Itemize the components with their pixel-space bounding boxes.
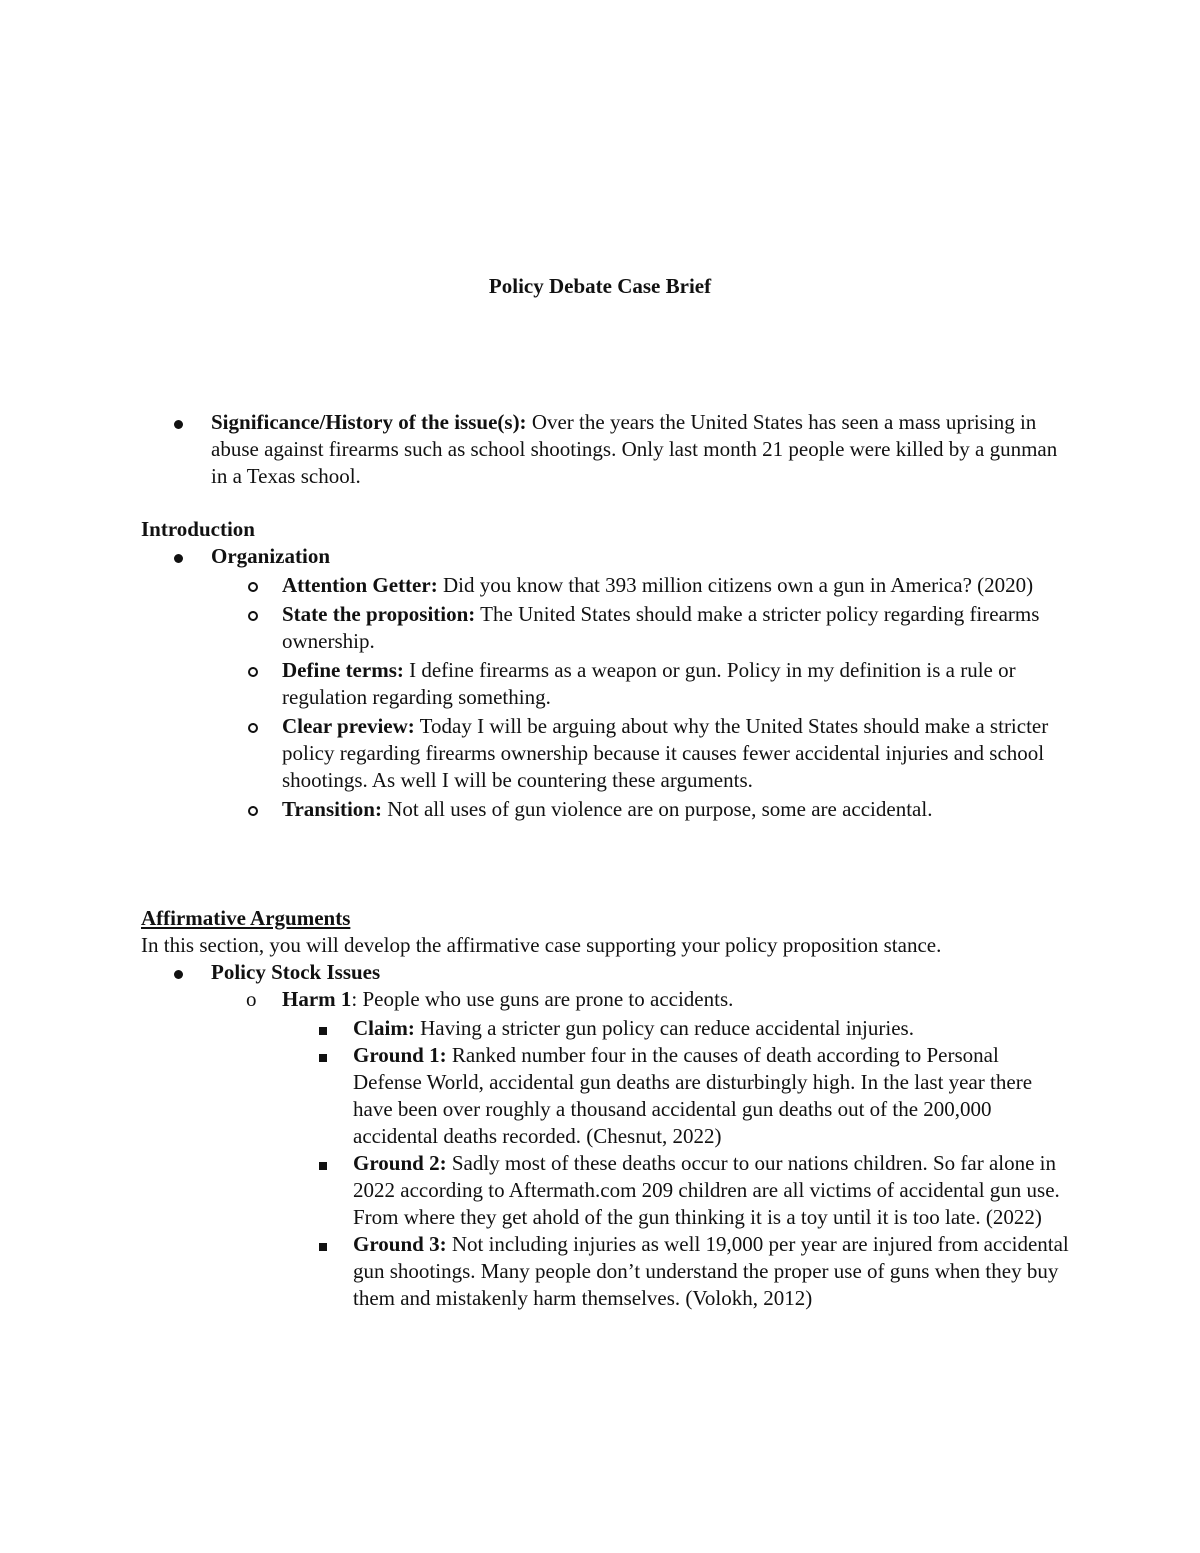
stock-issues-item [141,959,1071,986]
bullet-icon [174,959,183,986]
intro-list-item [141,796,1071,823]
square-bullet-icon [319,1231,327,1258]
point-text: Ranked number four in the causes of death according to Personal Defense World, accidental gun deaths are disturbingly high. In the last year there have been over roughly a thousand accidental gun deaths out of the 200,000 accidental deaths recorded. (Chesnut, 2022) [353,1043,1033,1148]
intro-item-text: Not all uses of gun violence are on purpose, some are accidental. [381,797,933,821]
affirmative-intro: In this section, you will develop the affirmative case supporting your policy proposition stance. [141,933,942,957]
point-label: Ground 1: [353,1043,447,1067]
point-label: Ground 2: [353,1151,447,1175]
introduction-section [141,516,1071,823]
significance-item [141,409,1071,490]
ring-bullet-icon [248,657,258,684]
point-item [141,1150,1071,1231]
harm-marker: o [246,987,257,1011]
organization-item [141,543,1071,570]
point-label: Ground 3: [353,1232,447,1256]
point-text: Having a stricter gun policy can reduce accidental injuries. [414,1016,914,1040]
harm-label: Harm 1 [282,987,352,1011]
point-item [141,1231,1071,1312]
ring-bullet-icon [248,601,258,628]
point-item [141,1015,1071,1042]
point-text: Sadly most of these deaths occur to our nations children. So far alone in 2022 according to Aftermath.com 209 children are all victims of accidental gun use. From where they get ahold of the gun thinking it is a toy until it is too late. (2022) [353,1151,1060,1229]
intro-list-item [141,713,1071,794]
significance-text: Over the years the United States has seen a mass uprising in abuse against firearms such as school shootings. Only last month 21 people were killed by a gunman in a Texas school. [211,410,1058,488]
ring-bullet-icon [248,713,258,740]
point-item [141,1042,1071,1150]
intro-list-item [141,601,1071,655]
square-bullet-icon [319,1150,327,1177]
significance-section [141,409,1071,490]
document-title: Policy Debate Case Brief [488,274,712,298]
organization-label: Organization [211,544,330,568]
point-label: Claim: [353,1016,415,1040]
harm-item [141,986,1071,1013]
point-text: Not including injuries as well 19,000 per year are injured from accidental gun shootings. Many people don’t understand the proper use of guns when they buy them and mistakenly harm themselves. (Volokh, 2012) [353,1232,1069,1310]
harm-text: : People who use guns are prone to accidents. [351,987,734,1011]
intro-item-label: Attention Getter: [282,573,438,597]
intro-item-label: Transition: [282,797,382,821]
intro-item-label: Clear preview: [282,714,415,738]
significance-label: Significance/History of the issue(s): [211,410,527,434]
bullet-icon [174,409,183,436]
intro-item-text: Did you know that 393 million citizens own a gun in America? (2020) [437,573,1034,597]
square-bullet-icon [319,1042,327,1069]
ring-bullet-icon [248,796,258,823]
square-bullet-icon [319,1015,327,1042]
ring-bullet-icon [248,572,258,599]
intro-list-item [141,572,1071,599]
bullet-icon [174,543,183,570]
intro-item-text: Today I will be arguing about why the United States should make a stricter policy regarding firearms ownership because it causes fewer accidental injuries and school shootings. As well I will be countering these arguments. [282,714,1049,792]
intro-list-item [141,657,1071,711]
intro-item-text: I define firearms as a weapon or gun. Policy in my definition is a rule or regulation regarding something. [282,658,1016,709]
intro-item-label: Define terms: [282,658,404,682]
introduction-heading: Introduction [141,517,255,541]
affirmative-section [141,905,1071,1312]
intro-item-text: The United States should make a stricter policy regarding firearms ownership. [282,602,1040,653]
affirmative-heading: Affirmative Arguments [141,906,351,930]
stock-issues-label: Policy Stock Issues [211,960,381,984]
intro-item-label: State the proposition: [282,602,476,626]
